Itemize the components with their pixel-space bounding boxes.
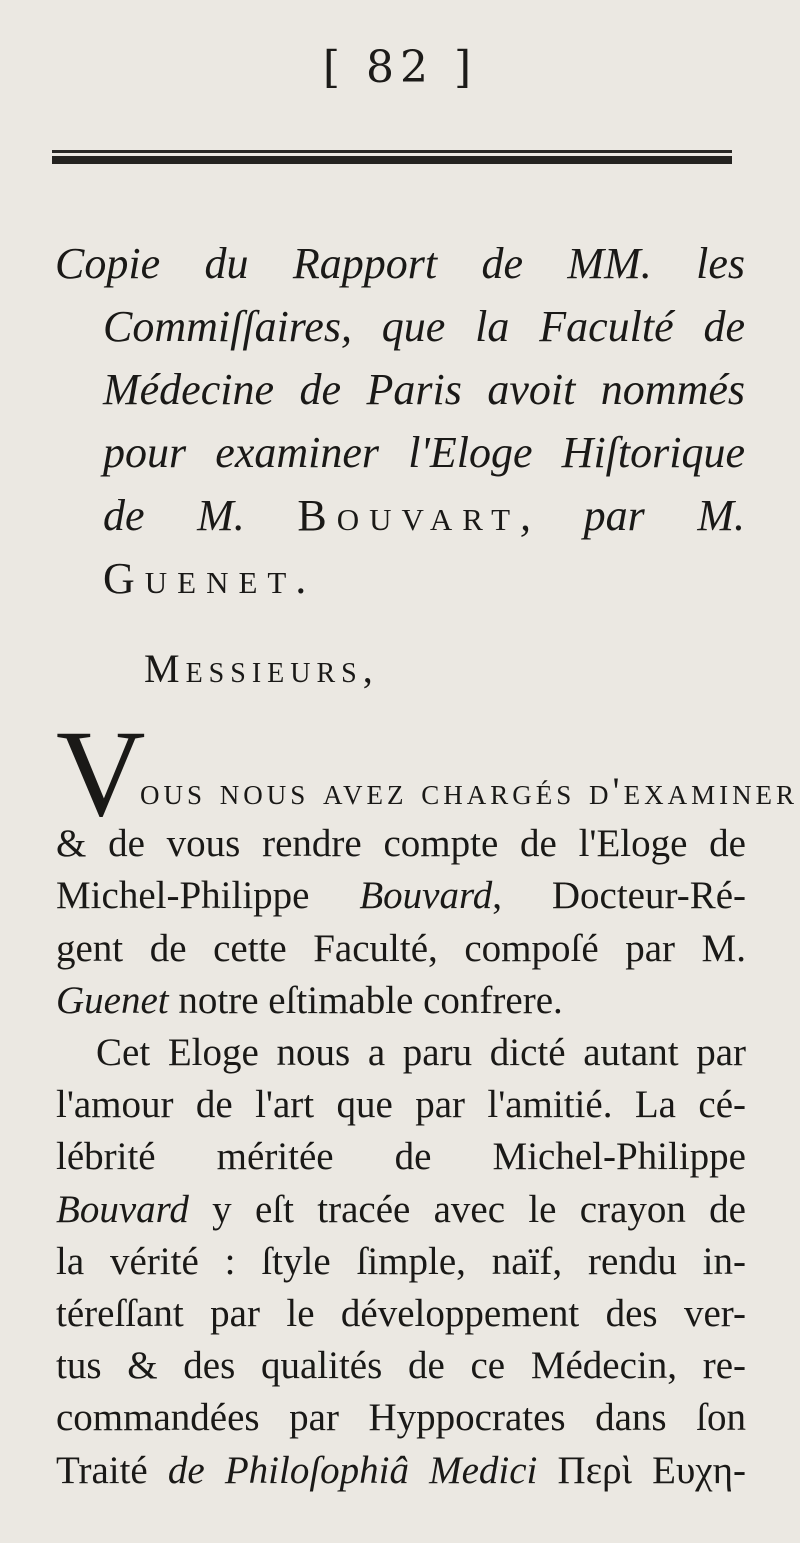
- report-heading: [55, 232, 745, 610]
- paragraph-2-line-6: téreſſant par le développement des ver-: [56, 1292, 746, 1336]
- report-body: [56, 766, 799, 1497]
- paragraph-2-line-5: la vérité : ſtyle ſimple, naïf, rendu in-: [56, 1239, 746, 1283]
- paragraph-1-line-4: gent de cette Faculté, compoſé par M.: [56, 926, 746, 970]
- heading-line-5-prefix: de M.: [103, 491, 245, 540]
- greek-title: Περὶ Ευχη-: [537, 1448, 746, 1492]
- heading-line-6-suffix: .: [296, 554, 308, 603]
- paragraph-2-line-2: l'amour de l'art que par l'amitié. La cé-: [56, 1083, 746, 1127]
- treatise-title-italic: de Philoſophiâ Medici: [167, 1448, 538, 1492]
- name-bouvard-italic-2: Bouvard: [56, 1187, 189, 1231]
- drop-capital: V: [56, 705, 146, 842]
- paragraph-2-line-9-a: Traité: [56, 1448, 168, 1492]
- salutation: Messieurs,: [144, 646, 379, 691]
- paragraph-2-line-4-b: y eſt tracée avec le crayon de: [188, 1187, 746, 1231]
- paragraph-1-line-5-b: notre eſtimable confrere.: [168, 978, 563, 1022]
- rule-thick-line: [52, 156, 732, 164]
- heading-line-5: [103, 484, 745, 547]
- paragraph-1-line-3-c: , Docteur-Ré-: [492, 874, 746, 918]
- paragraph-1-line-3-a: Michel-Philippe: [56, 874, 310, 918]
- paragraph-2-line-1: Cet Eloge nous a paru dicté autant par: [96, 1031, 746, 1075]
- heading-line-2: Commiſſaires, que la Faculté de: [103, 302, 745, 351]
- paragraph-2-line-4: [56, 1184, 746, 1236]
- paragraph-1-line-1: [140, 766, 799, 818]
- paragraph-1-line-1-text: ous nous avez chargés d'examiner: [140, 770, 799, 813]
- paragraph-1-line-3: [56, 870, 746, 922]
- heading-line-4: pour examiner l'Eloge Hiſtorique: [103, 428, 745, 477]
- paragraph-2-line-8: commandées par Hyppocrates dans ſon: [56, 1396, 746, 1440]
- paragraph-1-line-5: [56, 975, 746, 1027]
- page-number: [ 82 ]: [322, 42, 478, 93]
- paragraph-2-line-7: tus & des qualités de ce Médecin, re-: [56, 1344, 746, 1388]
- name-bouvard-italic: Bouvard: [359, 874, 493, 918]
- heading-line-6: [103, 547, 745, 610]
- paragraph-2-line-3: lébrité méritée de Michel-Philippe: [56, 1135, 746, 1179]
- heading-line-3: Médecine de Paris avoit nommés: [103, 365, 745, 414]
- header-double-rule: [52, 150, 732, 166]
- heading-line-1: Copie du Rapport de MM. les: [55, 239, 745, 288]
- paragraph-2-line-9: [56, 1445, 746, 1497]
- heading-line-5-suffix: , par M.: [520, 491, 745, 540]
- name-guenet-italic: Guenet: [56, 978, 169, 1022]
- paragraph-1-line-2: & de vous rendre compte de l'Eloge de: [56, 822, 746, 866]
- heading-name-bouvart: Bouvart: [297, 491, 521, 540]
- heading-name-guenet: Guenet: [103, 554, 297, 603]
- rule-thin-line: [52, 150, 732, 153]
